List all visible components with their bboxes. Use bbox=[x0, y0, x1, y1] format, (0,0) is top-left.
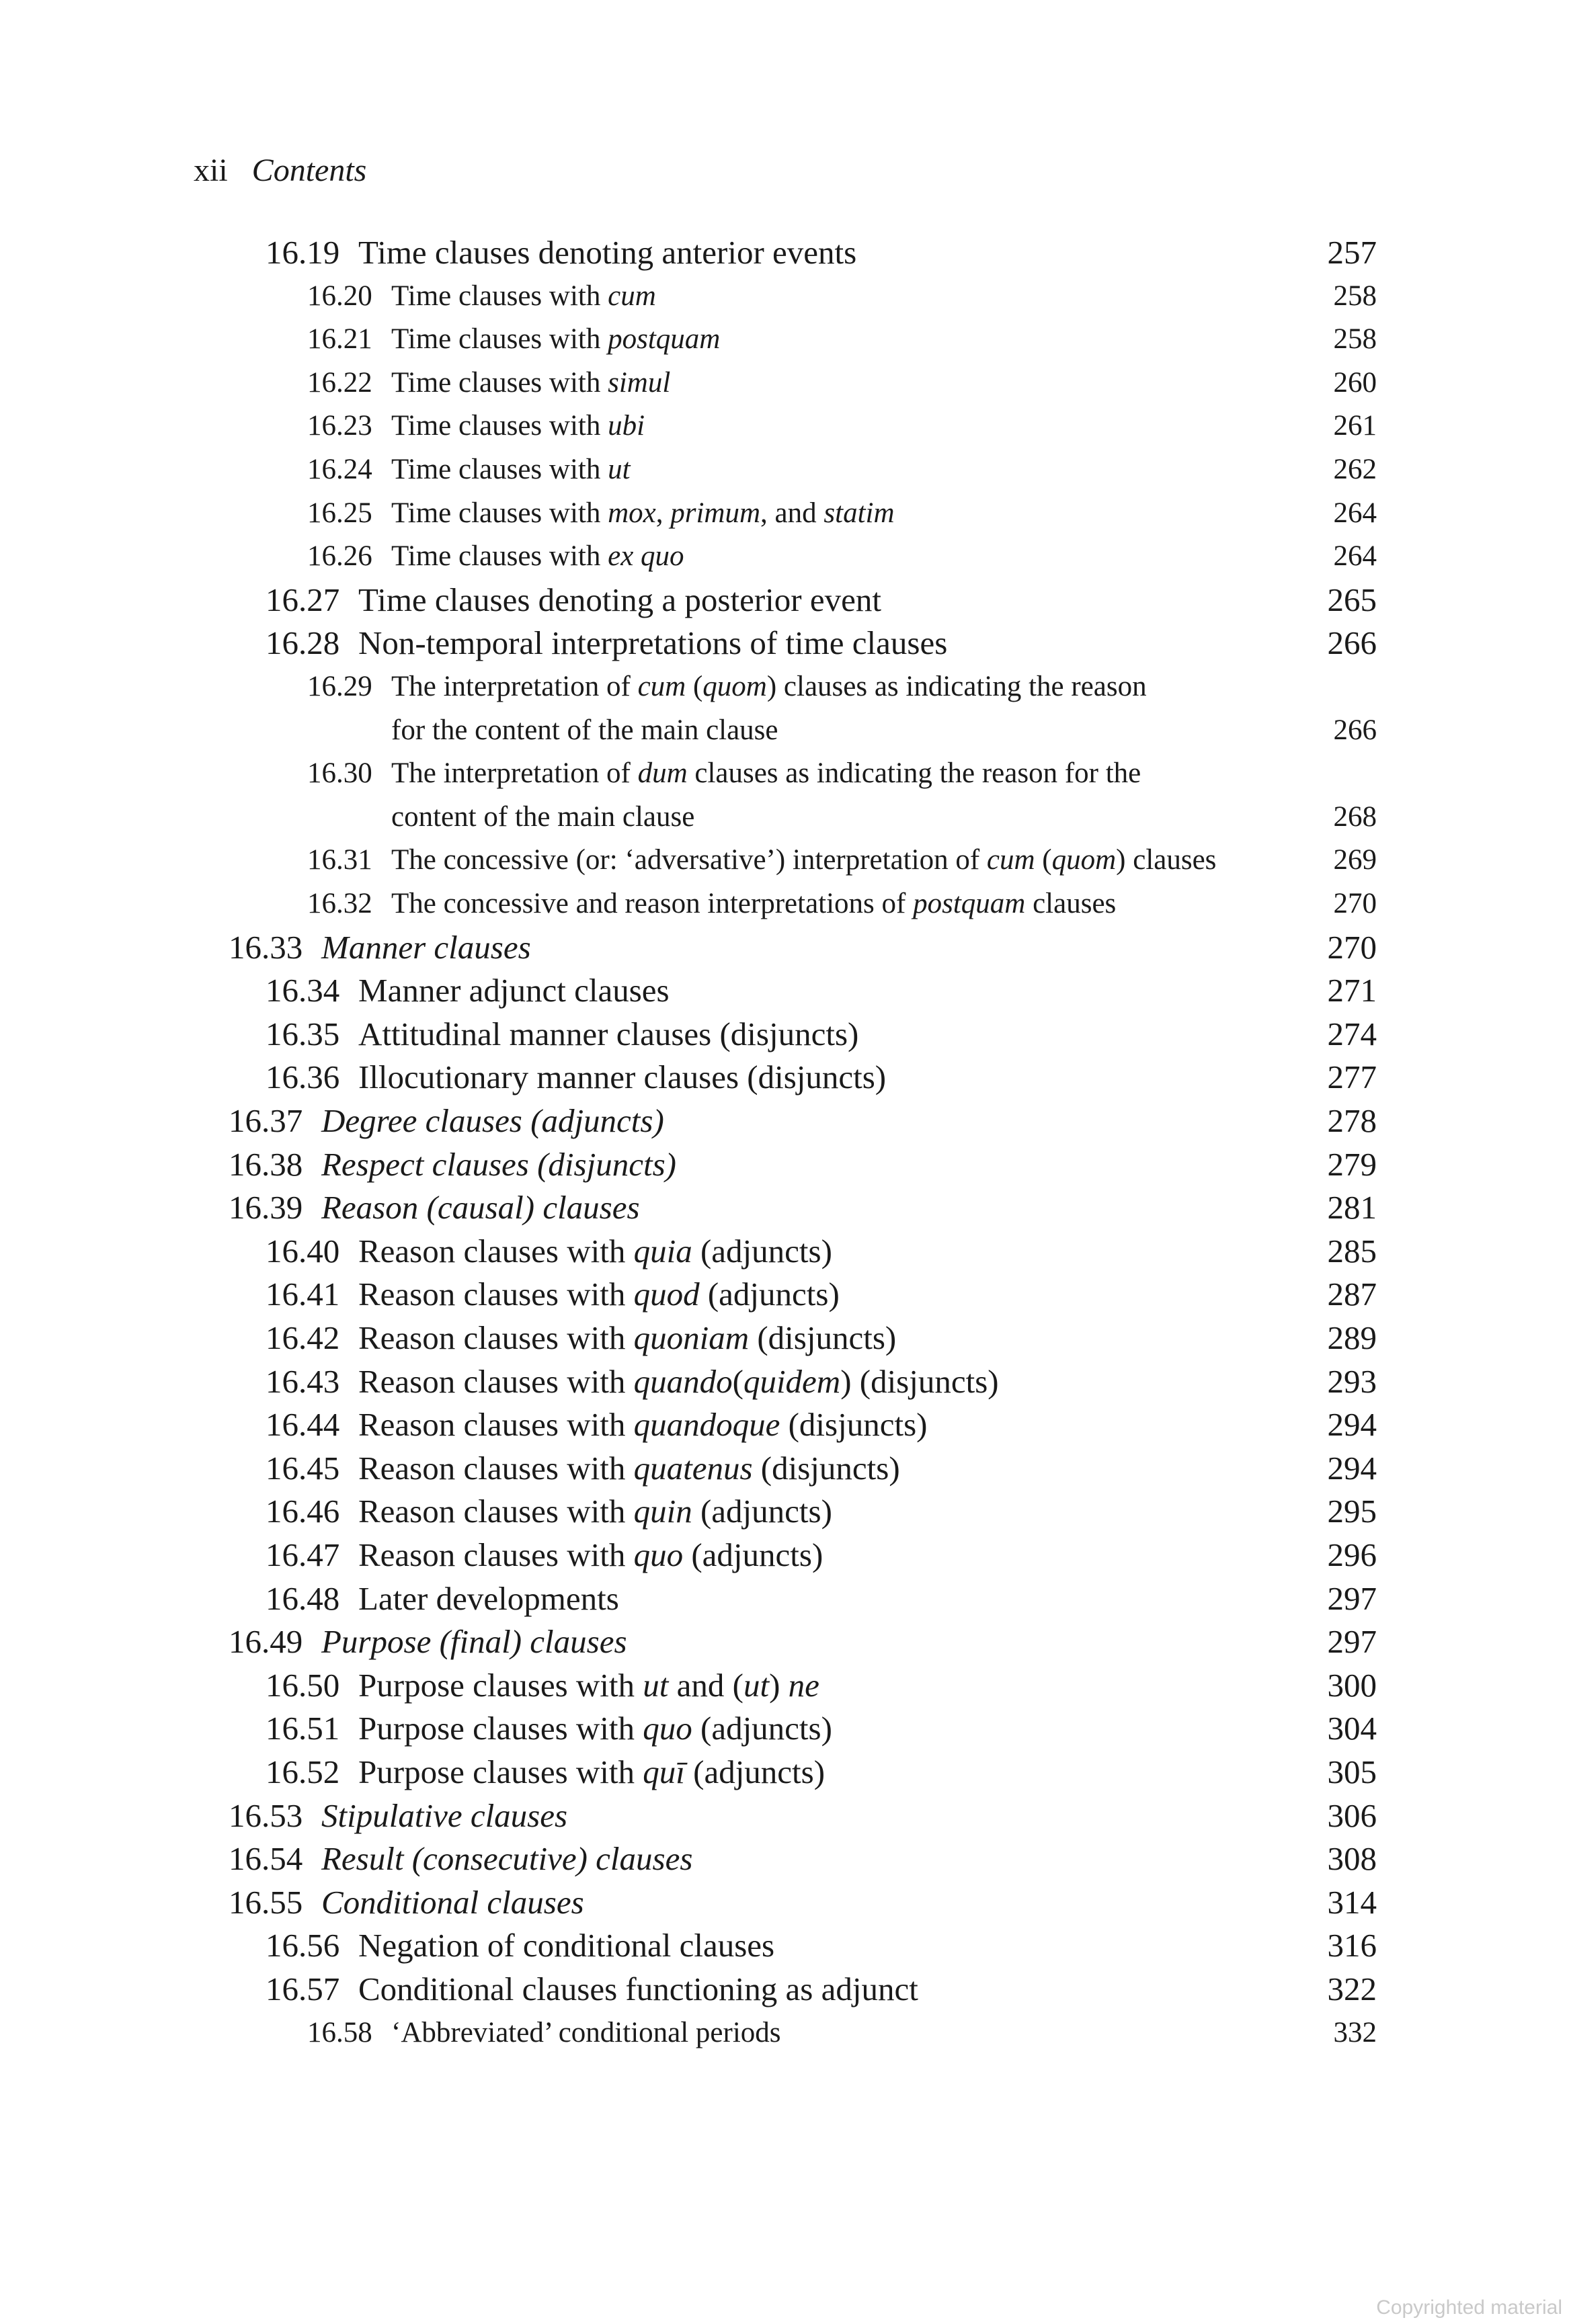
toc-entry-title-text: The concessive and reason interpretations of bbox=[391, 888, 914, 919]
toc-entry-title bbox=[321, 1186, 640, 1229]
toc-entry bbox=[0, 1751, 1569, 1794]
toc-entry bbox=[0, 1360, 1569, 1403]
toc-entry-title-italic: quando bbox=[633, 1362, 733, 1400]
toc-entry-title-italic: ut bbox=[643, 1666, 669, 1704]
toc-entry-title-italic: mox bbox=[608, 497, 656, 529]
toc-entry-title bbox=[358, 1273, 840, 1316]
toc-entry-title bbox=[358, 1490, 832, 1533]
toc-entry-title-text: Time clauses denoting a posterior event bbox=[358, 581, 881, 618]
toc-entry bbox=[0, 839, 1569, 882]
toc-entry-title bbox=[391, 448, 631, 491]
toc-entry-page: 281 bbox=[1327, 1189, 1377, 1227]
toc-entry-number: 16.28 bbox=[266, 624, 340, 662]
toc-entry-title bbox=[391, 362, 670, 405]
toc-entry bbox=[0, 1924, 1569, 1967]
toc-entry bbox=[0, 231, 1569, 274]
toc-entry-page: 258 bbox=[1333, 280, 1377, 312]
toc-entry-continuation bbox=[0, 796, 1569, 839]
toc-entry-title bbox=[358, 1968, 918, 2011]
toc-entry-number: 16.55 bbox=[229, 1883, 303, 1921]
toc-entry bbox=[0, 926, 1569, 969]
toc-entry-title-italic: statim bbox=[823, 497, 895, 529]
toc-entry-title-text: The interpretation of bbox=[391, 757, 638, 790]
toc-entry-title-text: ) (disjuncts) bbox=[840, 1362, 999, 1400]
toc-entry-page: 295 bbox=[1327, 1493, 1377, 1530]
toc-entry-page: 270 bbox=[1333, 888, 1377, 919]
toc-entry-title-text: clauses bbox=[1025, 888, 1117, 919]
toc-entry-title bbox=[358, 1360, 999, 1403]
toc-entry-title-italic: quia bbox=[633, 1232, 692, 1270]
toc-entry bbox=[0, 1968, 1569, 2011]
toc-entry-title-text: ( bbox=[686, 671, 703, 702]
toc-entry-title-text: ) clauses as indicating the reason bbox=[766, 671, 1147, 702]
toc-entry-title bbox=[391, 492, 895, 535]
toc-entry-title bbox=[358, 579, 881, 622]
toc-entry-page: 297 bbox=[1327, 1579, 1377, 1617]
toc-entry-title-text: Non-temporal interpretations of time clauses bbox=[358, 624, 948, 662]
toc-entry bbox=[0, 1143, 1569, 1186]
toc-entry-title-text: (adjuncts) bbox=[692, 1232, 832, 1270]
toc-entry-number: 16.40 bbox=[266, 1232, 340, 1270]
toc-entry-title bbox=[391, 535, 684, 578]
toc-entry-title-italic: quī bbox=[643, 1753, 685, 1790]
toc-entry-page: 308 bbox=[1327, 1840, 1377, 1878]
toc-entry bbox=[0, 665, 1569, 708]
toc-entry bbox=[0, 362, 1569, 405]
running-head bbox=[194, 147, 366, 195]
toc-entry-title-text: Later developments bbox=[358, 1579, 619, 1617]
toc-entry-title bbox=[358, 1013, 858, 1056]
toc-entry-title-text: The concessive (or: ‘adversative’) interpretation of bbox=[391, 844, 987, 876]
toc-entry-number: 16.34 bbox=[266, 972, 340, 1009]
toc-entry-title-italic: simul bbox=[608, 366, 671, 399]
toc-entry-title-text: (adjuncts) bbox=[692, 1710, 832, 1747]
toc-entry bbox=[0, 1664, 1569, 1707]
toc-entry-title-text: Reason clauses with bbox=[358, 1449, 634, 1487]
toc-entry-number: 16.25 bbox=[307, 497, 372, 529]
toc-entry bbox=[0, 1273, 1569, 1316]
toc-entry-title-text: (disjuncts) bbox=[752, 1449, 900, 1487]
toc-entry-page: 294 bbox=[1327, 1449, 1377, 1487]
toc-entry bbox=[0, 1837, 1569, 1880]
toc-entry-number: 16.58 bbox=[307, 2016, 372, 2048]
toc-entry-number: 16.54 bbox=[229, 1840, 303, 1878]
toc-entry-title bbox=[321, 1143, 676, 1186]
toc-entry-title-italic: ubi bbox=[608, 410, 645, 442]
toc-entry-number: 16.43 bbox=[266, 1362, 340, 1400]
toc-entry-number: 16.26 bbox=[307, 540, 372, 573]
toc-entry bbox=[0, 1186, 1569, 1229]
toc-entry-title-italic: quin bbox=[633, 1493, 692, 1530]
toc-entry-number: 16.37 bbox=[229, 1102, 303, 1139]
toc-entry-page: 296 bbox=[1327, 1536, 1377, 1573]
toc-entry bbox=[0, 1707, 1569, 1750]
toc-entry-page: 274 bbox=[1327, 1015, 1377, 1052]
toc-entry bbox=[0, 405, 1569, 448]
toc-entry-page: 322 bbox=[1327, 1970, 1377, 2007]
toc-entry-number: 16.44 bbox=[266, 1406, 340, 1444]
copyright-watermark: Copyrighted material bbox=[1376, 2296, 1562, 2319]
toc-entry-page: 278 bbox=[1327, 1102, 1377, 1139]
toc-entry-title bbox=[358, 1403, 927, 1446]
toc-entry-title bbox=[321, 1837, 692, 1880]
toc-entry-title-text: Time clauses with bbox=[391, 410, 608, 442]
toc-entry-title bbox=[321, 1881, 584, 1924]
toc-entry-page: 262 bbox=[1333, 454, 1377, 485]
toc-entry-title bbox=[358, 1707, 832, 1750]
toc-entry-title-text: (adjuncts) bbox=[684, 1753, 826, 1790]
toc-entry-title-text: Reason clauses with bbox=[358, 1536, 634, 1573]
toc-entry-title-text: and ( bbox=[668, 1666, 743, 1704]
toc-entry-title bbox=[321, 926, 531, 969]
toc-entry bbox=[0, 535, 1569, 578]
toc-entry-title-italic: postquam bbox=[608, 323, 721, 356]
toc-entry-title bbox=[358, 1924, 774, 1967]
toc-entry-title-text: (disjuncts) bbox=[749, 1319, 897, 1356]
toc-entry-page: 270 bbox=[1327, 928, 1377, 966]
toc-entry-title bbox=[391, 2011, 781, 2055]
toc-entry-number: 16.53 bbox=[229, 1796, 303, 1834]
toc-entry-title-italic: quom bbox=[1051, 844, 1117, 876]
toc-entry-page: 316 bbox=[1327, 1927, 1377, 1964]
toc-entry-title bbox=[358, 1534, 823, 1577]
toc-entry bbox=[0, 622, 1569, 665]
toc-entry-title-text: Time clauses with bbox=[391, 497, 608, 529]
toc-entry-title bbox=[321, 1794, 567, 1837]
toc-entry-title-italic: ex quo bbox=[608, 540, 684, 573]
toc-entry-title bbox=[391, 882, 1116, 925]
toc-entry-page: 304 bbox=[1327, 1710, 1377, 1747]
toc-entry-page: 264 bbox=[1333, 540, 1377, 573]
toc-entry-number: 16.41 bbox=[266, 1276, 340, 1313]
toc-entry-title-text: Purpose clauses with bbox=[358, 1753, 643, 1790]
toc-entry-title-text: (adjuncts) bbox=[683, 1536, 823, 1573]
toc-entry-page: 293 bbox=[1327, 1362, 1377, 1400]
toc-entry-title-text: Illocutionary manner clauses (disjuncts) bbox=[358, 1059, 887, 1096]
toc-entry-title-italic: ut bbox=[743, 1666, 770, 1704]
toc-entry bbox=[0, 752, 1569, 795]
toc-entry-page: 279 bbox=[1327, 1145, 1377, 1183]
toc-entry-title-text: Result (consecutive) clauses bbox=[321, 1840, 693, 1878]
toc-entry-page: 300 bbox=[1327, 1666, 1377, 1704]
toc-entry-title-text: Attitudinal manner clauses (disjuncts) bbox=[358, 1015, 859, 1052]
toc-entry-page: 305 bbox=[1327, 1753, 1377, 1790]
toc-entry-title bbox=[391, 665, 1147, 708]
toc-entry-title bbox=[358, 1317, 896, 1360]
toc-entry-title-italic: quatenus bbox=[633, 1449, 753, 1487]
toc-entry bbox=[0, 1577, 1569, 1620]
toc-entry-title-continued: for the content of the main clause bbox=[391, 714, 778, 746]
toc-entry bbox=[0, 1490, 1569, 1533]
toc-entry bbox=[0, 1230, 1569, 1273]
toc-entry-title-text: ‘Abbreviated’ conditional periods bbox=[391, 2016, 781, 2048]
toc-entry bbox=[0, 1056, 1569, 1099]
toc-entry-number: 16.48 bbox=[266, 1579, 340, 1617]
toc-entry-title-text: Reason clauses with bbox=[358, 1362, 634, 1400]
toc-entry-title bbox=[358, 622, 947, 665]
toc-entry-number: 16.38 bbox=[229, 1145, 303, 1183]
toc-entry-title-text: Time clauses with bbox=[391, 280, 608, 312]
toc-entry-page: 297 bbox=[1327, 1623, 1377, 1661]
toc-entry-title-text: ( bbox=[732, 1362, 743, 1400]
toc-entry-number: 16.52 bbox=[266, 1753, 340, 1790]
toc-entry bbox=[0, 1317, 1569, 1360]
toc-entry bbox=[0, 1881, 1569, 1924]
toc-entry-number: 16.35 bbox=[266, 1015, 340, 1052]
toc-entry-title-italic: dum bbox=[637, 757, 688, 790]
toc-entry-title-text: Purpose clauses with bbox=[358, 1666, 643, 1704]
toc-entry-title-text: , bbox=[655, 497, 671, 529]
toc-entry-number: 16.30 bbox=[307, 757, 372, 790]
toc-entry-title-text: Reason clauses with bbox=[358, 1276, 634, 1313]
toc-entry-page: 314 bbox=[1327, 1883, 1377, 1921]
toc-entry bbox=[0, 1534, 1569, 1577]
toc-entry-title-italic: cum bbox=[637, 671, 686, 702]
toc-entry-page: 261 bbox=[1333, 410, 1377, 442]
toc-entry-title-italic: cum bbox=[986, 844, 1035, 876]
toc-entry-title-italic: ut bbox=[608, 454, 631, 485]
toc-entry-title bbox=[358, 969, 670, 1012]
toc-entry-title-italic: quandoque bbox=[633, 1406, 780, 1444]
toc-entry-title-text: Reason (causal) clauses bbox=[321, 1189, 640, 1227]
toc-entry-title-text: Reason clauses with bbox=[358, 1319, 634, 1356]
toc-entry-title-text: (adjuncts) bbox=[699, 1276, 840, 1313]
toc-entry-number: 16.49 bbox=[229, 1623, 303, 1661]
toc-entry bbox=[0, 2011, 1569, 2055]
running-head-title: Contents bbox=[251, 153, 367, 188]
toc-entry-title bbox=[358, 231, 856, 274]
toc-entry-title-text: Degree clauses (adjuncts) bbox=[321, 1102, 664, 1139]
toc-entry-number: 16.22 bbox=[307, 366, 372, 399]
toc-entry-title-continued: content of the main clause bbox=[391, 800, 695, 833]
toc-entry-number: 16.42 bbox=[266, 1319, 340, 1356]
toc-entry-number: 16.31 bbox=[307, 844, 372, 876]
toc-entry-title-text: Reason clauses with bbox=[358, 1406, 634, 1444]
toc-entry-title-italic: quidem bbox=[743, 1362, 841, 1400]
toc-entry-title-text: clauses as indicating the reason for the bbox=[687, 757, 1141, 790]
toc-entry-title-italic: quod bbox=[633, 1276, 700, 1313]
toc-entry-title bbox=[391, 275, 656, 318]
toc-entry-title-text: Purpose (final) clauses bbox=[321, 1623, 627, 1661]
toc-entry-page: 289 bbox=[1327, 1319, 1377, 1356]
toc-entry-page: 260 bbox=[1333, 366, 1377, 399]
toc-entry-title bbox=[358, 1447, 900, 1490]
toc-entry-page: 269 bbox=[1333, 844, 1377, 876]
toc-entry-title-text: ( bbox=[1035, 844, 1052, 876]
toc-entry-page: 264 bbox=[1333, 497, 1377, 529]
toc-entry-title-text: (adjuncts) bbox=[692, 1493, 832, 1530]
toc-entry bbox=[0, 1403, 1569, 1446]
toc-entry-title-text: Negation of conditional clauses bbox=[358, 1927, 775, 1964]
page-folio: xii bbox=[194, 153, 228, 188]
toc-entry-title-text: Stipulative clauses bbox=[321, 1796, 568, 1834]
toc-entry-title-italic: postquam bbox=[913, 888, 1026, 919]
toc-entry-title bbox=[391, 318, 720, 361]
toc-entry-title bbox=[358, 1577, 619, 1620]
toc-entry-continuation bbox=[0, 709, 1569, 752]
toc-entry-page: 306 bbox=[1327, 1796, 1377, 1834]
toc-entry-title-text: Time clauses with bbox=[391, 323, 608, 356]
toc-entry-title bbox=[358, 1230, 832, 1273]
toc-entry-page: 332 bbox=[1333, 2016, 1377, 2048]
toc-entry-title bbox=[391, 839, 1216, 882]
toc-entry bbox=[0, 579, 1569, 622]
toc-entry-title-italic: quo bbox=[633, 1536, 684, 1573]
toc-entry-title-text: Manner adjunct clauses bbox=[358, 972, 670, 1009]
toc-entry-title-text: ) bbox=[769, 1666, 789, 1704]
toc-entry-title-text: Reason clauses with bbox=[358, 1493, 634, 1530]
toc-entry-page: 294 bbox=[1327, 1406, 1377, 1444]
toc-entry-page: 266 bbox=[1333, 714, 1377, 746]
toc-entry-title bbox=[321, 1620, 627, 1663]
toc-entry-title-italic: quoniam bbox=[633, 1319, 750, 1356]
toc-entry-number: 16.20 bbox=[307, 280, 372, 312]
toc-entry bbox=[0, 969, 1569, 1012]
toc-entry-page: 265 bbox=[1327, 581, 1377, 618]
toc-entry-title-text: Time clauses denoting anterior events bbox=[358, 234, 857, 271]
toc-entry-title-italic: quo bbox=[643, 1710, 692, 1747]
toc-entry-page: 277 bbox=[1327, 1059, 1377, 1096]
toc-entry-title-text: Purpose clauses with bbox=[358, 1710, 643, 1747]
toc-entry-page: 268 bbox=[1333, 800, 1377, 833]
toc-entry-number: 16.19 bbox=[266, 234, 340, 271]
toc-entry-page: 271 bbox=[1327, 972, 1377, 1009]
toc-entry-number: 16.21 bbox=[307, 323, 372, 356]
toc-entry bbox=[0, 1447, 1569, 1490]
toc-entry-title-text: Conditional clauses functioning as adjunct bbox=[358, 1970, 918, 2007]
toc-entry-number: 16.27 bbox=[266, 581, 340, 618]
toc-entry-page: 285 bbox=[1327, 1232, 1377, 1270]
toc-entry-page: 257 bbox=[1327, 234, 1377, 271]
toc-entry bbox=[0, 318, 1569, 361]
toc-entry-title bbox=[321, 1099, 664, 1143]
toc-entry-title-text: Reason clauses with bbox=[358, 1232, 634, 1270]
toc-entry-number: 16.39 bbox=[229, 1189, 303, 1227]
toc-entry bbox=[0, 882, 1569, 925]
toc-entry-page: 258 bbox=[1333, 323, 1377, 356]
toc-entry-page: 287 bbox=[1327, 1276, 1377, 1313]
toc-entry-title bbox=[358, 1056, 886, 1099]
toc-entry-title-text: Conditional clauses bbox=[321, 1883, 584, 1921]
toc-entry-title-text: Respect clauses (disjuncts) bbox=[321, 1145, 676, 1183]
toc-entry-title-text: , and bbox=[760, 497, 824, 529]
toc-entry-title bbox=[391, 405, 645, 448]
toc-entry bbox=[0, 448, 1569, 491]
toc-entry-number: 16.23 bbox=[307, 410, 372, 442]
toc-entry bbox=[0, 1013, 1569, 1056]
toc-entry-number: 16.33 bbox=[229, 928, 303, 966]
toc-entry-number: 16.56 bbox=[266, 1927, 340, 1964]
toc-entry-number: 16.46 bbox=[266, 1493, 340, 1530]
toc-entry-title-text: (disjuncts) bbox=[780, 1406, 928, 1444]
toc-entry bbox=[0, 492, 1569, 535]
toc-entry-number: 16.32 bbox=[307, 888, 372, 919]
toc-entry-number: 16.36 bbox=[266, 1059, 340, 1096]
toc-entry-title-text: The interpretation of bbox=[391, 671, 638, 702]
toc-entry-page: 266 bbox=[1327, 624, 1377, 662]
toc-entry-title-italic: primum bbox=[670, 497, 761, 529]
toc-entry-number: 16.47 bbox=[266, 1536, 340, 1573]
toc-entry-title-text: Time clauses with bbox=[391, 366, 608, 399]
toc-entry-title-text: Time clauses with bbox=[391, 454, 608, 485]
toc-entry-number: 16.51 bbox=[266, 1710, 340, 1747]
toc-entry-title-text: ) clauses bbox=[1116, 844, 1217, 876]
toc-entry-number: 16.24 bbox=[307, 454, 372, 485]
toc-entry-title bbox=[358, 1664, 819, 1707]
toc-entry-title bbox=[391, 752, 1141, 795]
toc-entry-title-italic: quom bbox=[702, 671, 767, 702]
toc-entry-number: 16.50 bbox=[266, 1666, 340, 1704]
toc-entry-title-text: Manner clauses bbox=[321, 928, 531, 966]
toc-entry-number: 16.29 bbox=[307, 671, 372, 702]
toc-entry-title bbox=[358, 1751, 825, 1794]
toc-entry-number: 16.57 bbox=[266, 1970, 340, 2007]
toc-entry bbox=[0, 275, 1569, 318]
toc-entry-title-text: Time clauses with bbox=[391, 540, 608, 573]
toc-entry-title-italic: ne bbox=[788, 1666, 819, 1704]
toc-entry bbox=[0, 1620, 1569, 1663]
toc-entry-title-italic: cum bbox=[608, 280, 656, 312]
toc-entry bbox=[0, 1794, 1569, 1837]
toc-entry-number: 16.45 bbox=[266, 1449, 340, 1487]
toc-entry bbox=[0, 1099, 1569, 1143]
